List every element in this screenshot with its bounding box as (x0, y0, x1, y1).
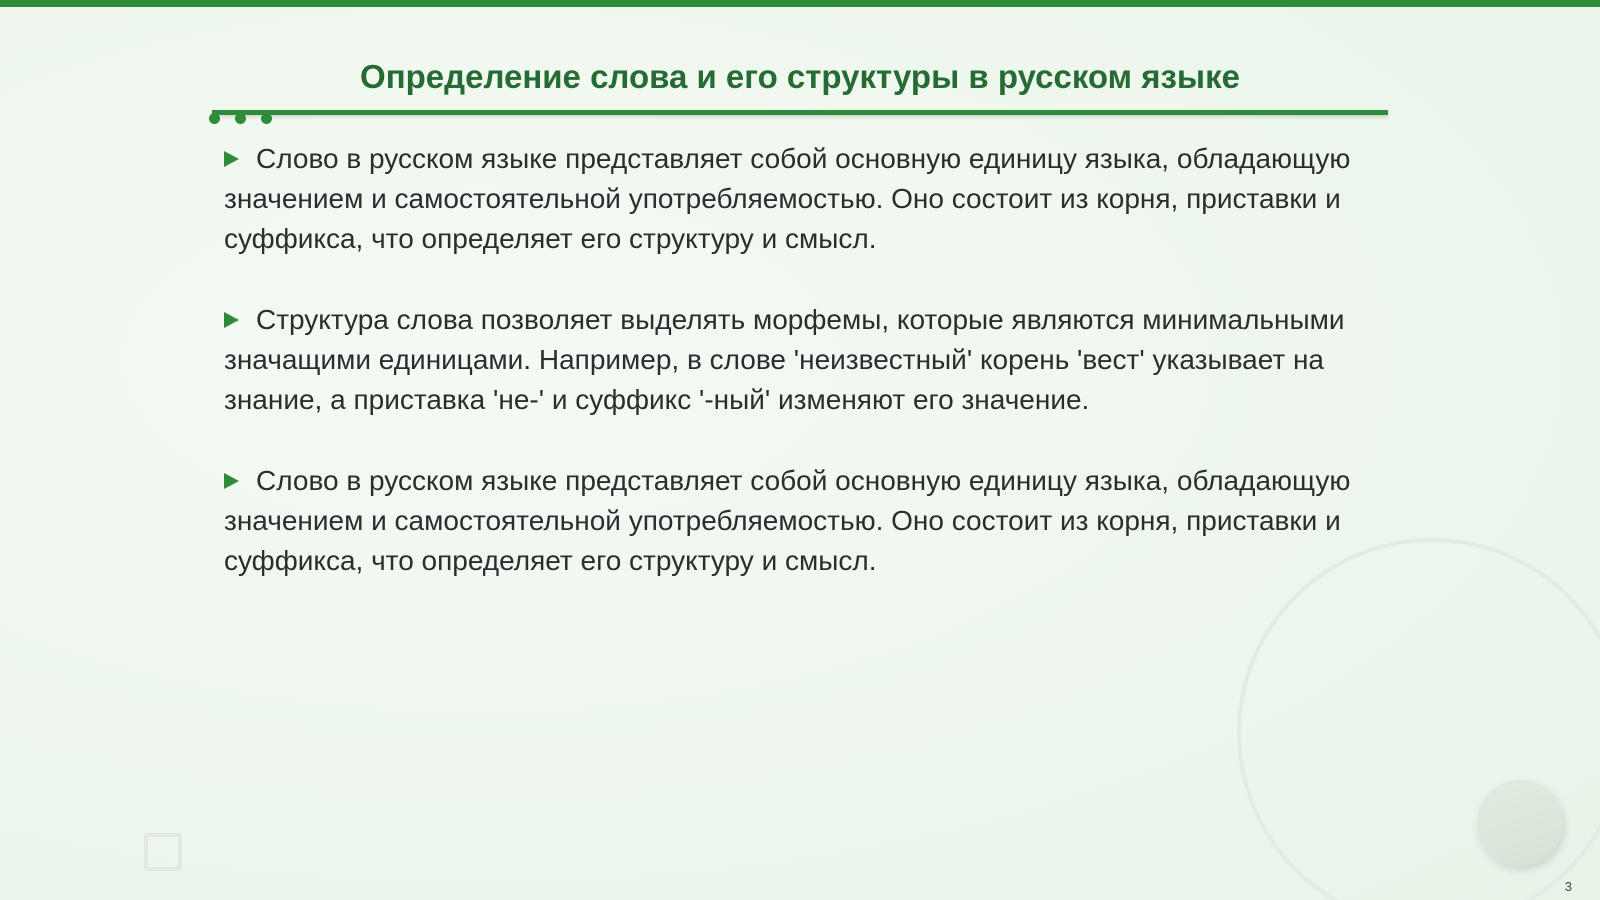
bullet-text: Слово в русском языке представляет собой основную единицу языка, обладающую значением и самостоятельной употребляемостью. Оно состоит из корня, приставки и суффикса, что определяет его структуру и смысл. (224, 143, 1351, 254)
slide-title: Определение слова и его структуры в русском языке (360, 58, 1240, 95)
triangle-right-icon (224, 473, 239, 489)
bullet-list (224, 139, 1389, 622)
title-dot-2 (235, 113, 246, 124)
title-dot-1 (209, 113, 220, 124)
triangle-right-icon (224, 312, 239, 328)
bullet-text: Структура слова позволяет выделять морфемы, которые являются минимальными значащими единицами. Например, в слове 'неизвестный' корень 'вест' указывает на знание, а приставка 'не-' и суффикс '-ный' изменяют его значение. (224, 304, 1345, 415)
decorative-circle (1477, 780, 1563, 866)
bullet-item (224, 461, 1389, 581)
title-dot-3 (261, 113, 272, 124)
bullet-item (224, 300, 1389, 420)
page-number: 3 (1564, 879, 1572, 894)
decorative-square (144, 833, 182, 871)
triangle-right-icon (224, 151, 239, 167)
bullet-text: Слово в русском языке представляет собой основную единицу языка, обладающую значением и самостоятельной употребляемостью. Оно состоит из корня, приставки и суффикса, что определяет его структуру и смысл. (224, 465, 1351, 576)
bullet-item (224, 139, 1389, 259)
title-underline (212, 110, 1388, 115)
top-accent-bar (0, 0, 1600, 7)
